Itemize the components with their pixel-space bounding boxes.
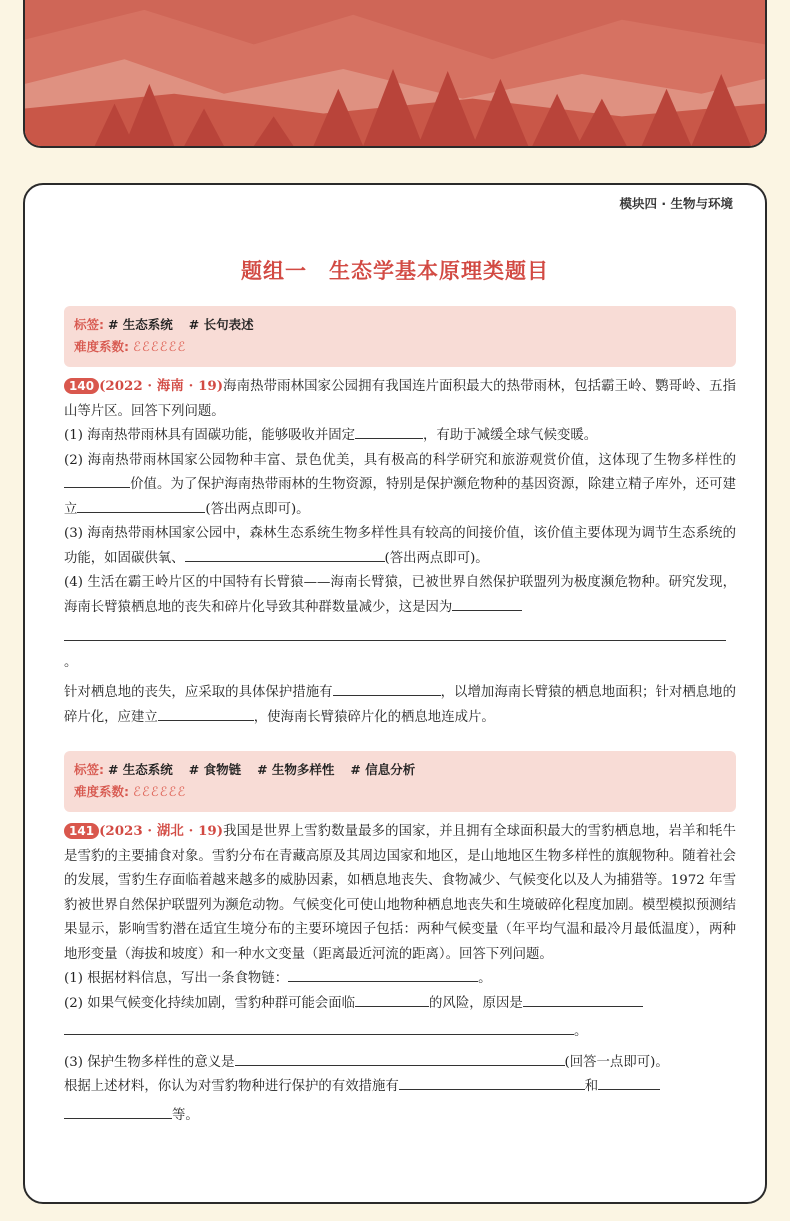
subquestion-text: (1) 海南热带雨林具有固碳功能，能够吸收并固定 (64, 428, 356, 443)
content-card (23, 183, 767, 1204)
tag-box-140 (64, 306, 736, 367)
tag-item: # 食物链 (188, 762, 242, 777)
answer-blank[interactable] (158, 706, 254, 721)
subquestion-4 (64, 1075, 736, 1100)
answer-blank[interactable] (64, 1104, 172, 1119)
subquestion-text: 价值。为了保护海南热带雨林的生物资源，特别是保护濒危物种的基因资源，除建立精子库外，还可建立 (64, 477, 736, 517)
answer-blank[interactable] (64, 626, 726, 641)
answer-blank[interactable] (399, 1075, 585, 1090)
subquestion-text: ，使海南长臂猿碎片化的栖息地连成片。 (253, 709, 495, 725)
tag-item: # 信息分析 (350, 762, 416, 777)
answer-blank[interactable] (355, 992, 429, 1007)
answer-blank[interactable] (523, 992, 643, 1007)
mountain-forest-illustration (25, 0, 765, 146)
subquestion-text: (答出两点即可)。 (384, 550, 489, 566)
question-140 (64, 374, 736, 730)
subquestion-text: 根据上述材料，你认为对雪豹物种进行保护的有效措施有 (64, 1079, 399, 1094)
page-title: 题组一 生态学基本原理类题目 (241, 259, 549, 283)
subquestion-text: ，有助于减缓全球气候变暖。 (423, 428, 598, 443)
question-intro-text: 海南热带雨林国家公园拥有我国连片面积最大的热带雨林，包括霸王岭、鹦哥岭、五指山等片区。回答下列问题。 (64, 379, 737, 419)
answer-blank[interactable] (598, 1075, 660, 1090)
tag-item: # 长句表述 (188, 317, 254, 332)
difficulty-label: 难度系数: (74, 784, 129, 799)
answer-blank[interactable] (333, 681, 441, 696)
answer-blank[interactable] (452, 596, 522, 611)
question-intro-text: 我国是世界上雪豹数量最多的国家，并且拥有全球面积最大的雪豹栖息地，岩羊和牦牛是雪豹的主要捕食对象。雪豹分布在青藏高原及其周边国家和地区，是山地地区生物多样性的旗舰物种。随着社会的发展，雪豹生存面临着越来越多的威胁因素，如栖息地丧失、食物减少、气候变化以及人为捕猎等。1972 年雪豹被世界自然保护联盟列为濒危动物。气候变化可使山地物种栖息地丧失和生境破碎化程度加剧。模型模拟预测结果显示，影响雪豹潜在适宜生境分布的主要环境因子包括：两种气候变量（年平均气温和最冷月最低温度），两种地形变量（海拔和坡度）和一种水文变量（距离最近河流的距离）。回答下列问题。 (64, 824, 737, 962)
answer-blank[interactable] (64, 473, 130, 488)
question-number-badge: 141 (64, 823, 99, 839)
subquestion-text: (3) 保护生物多样性的意义是 (64, 1054, 235, 1070)
answer-blank[interactable] (235, 1051, 565, 1066)
question-141 (64, 819, 736, 1128)
tag-box-141 (64, 751, 736, 812)
tag-row (74, 314, 726, 336)
question-intro (64, 819, 736, 967)
subquestion-text: (2) 如果气候变化持续加剧，雪豹种群可能会面临 (64, 995, 356, 1011)
subquestion-text: (答出两点即可)。 (205, 501, 310, 517)
tag-item: # 生态系统 (107, 762, 173, 777)
subquestion-3 (64, 522, 736, 571)
tag-item: # 生物多样性 (257, 762, 335, 777)
question-source: (2023 · 湖北 · 19) (99, 823, 224, 839)
subquestion-text: (2) 海南热带雨林国家公园物种丰富、景色优美，具有极高的科学研究和旅游观赏价值，这体现了生物多样性的 (64, 452, 736, 468)
subquestion-4 (64, 571, 736, 620)
answer-blank[interactable] (77, 498, 205, 513)
difficulty-icons: ℰℰℰℰℰℰ (132, 340, 187, 355)
subquestion-4-continued (64, 1104, 736, 1129)
subquestion-text: 和 (584, 1079, 599, 1094)
tag-label: 标签: (74, 317, 104, 332)
difficulty-label: 难度系数: (74, 339, 129, 354)
question-number-badge: 140 (64, 378, 99, 394)
subquestion-3 (64, 1051, 736, 1076)
question-source: (2022 · 海南 · 19) (99, 378, 224, 394)
subquestion-2 (64, 449, 736, 523)
subquestion-text: 等。 (172, 1107, 199, 1123)
answer-blank[interactable] (288, 967, 478, 982)
module-label: 模块四 · 生物与环境 (619, 196, 733, 211)
answer-blank[interactable] (185, 547, 385, 562)
subquestion-1 (64, 424, 736, 449)
difficulty-row (74, 781, 726, 804)
answer-blank[interactable] (355, 424, 423, 439)
tag-label: 标签: (74, 762, 104, 777)
subquestion-2-continued (64, 1020, 736, 1045)
subquestion-text: ，以增加海南长臂猿的栖息地面积；针对栖息地的碎片化，应建立 (64, 685, 737, 725)
header-banner (23, 0, 767, 148)
subquestion-text: 。 (478, 971, 492, 986)
subquestion-5 (64, 681, 736, 730)
subquestion-text: (4) 生活在霸王岭片区的中国特有长臂猿——海南长臂猿，已被世界自然保护联盟列为极度濒危物种。研究发现，海南长臂猿栖息地的丧失和碎片化导致其种群数量减少，这是因为 (64, 575, 736, 615)
subquestion-text: 。 (64, 654, 78, 670)
subquestion-4-continued (64, 626, 736, 675)
subquestion-2 (64, 992, 736, 1017)
subquestion-text: 的风险，原因是 (429, 995, 523, 1011)
answer-blank[interactable] (64, 1020, 574, 1035)
difficulty-icons: ℰℰℰℰℰℰ (132, 785, 187, 800)
subquestion-1 (64, 967, 736, 992)
subquestion-text: (回答一点即可)。 (564, 1054, 669, 1070)
subquestion-text: (1) 根据材料信息，写出一条食物链： (64, 971, 289, 986)
subquestion-text: 针对栖息地的丧失，应采取的具体保护措施有 (64, 685, 333, 700)
tag-item: # 生态系统 (107, 317, 173, 332)
subquestion-text: 。 (574, 1024, 588, 1039)
difficulty-row (74, 336, 726, 359)
tag-row (74, 759, 726, 781)
subquestion-text: (3) 海南热带雨林国家公园中，森林生态系统生物多样性具有较高的间接价值，该价值主要体现为调节生态系统的功能，如固碳供氧、 (64, 526, 736, 566)
question-intro (64, 374, 736, 424)
